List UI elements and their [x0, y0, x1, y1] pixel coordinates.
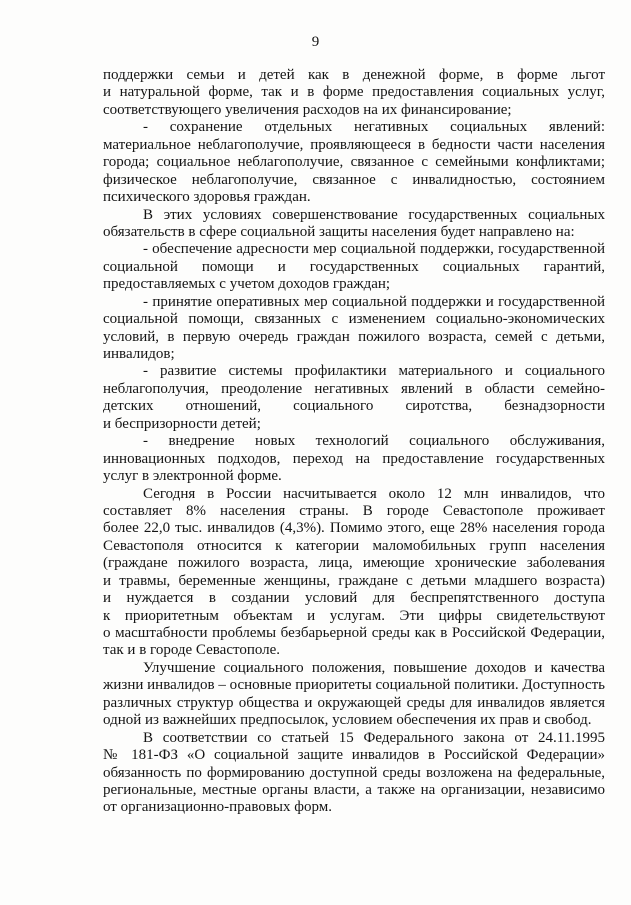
text-line: условий, в первую очередь граждан пожилого возраста, семей с детьми,: [103, 328, 605, 345]
paragraph: [103, 241, 605, 293]
text-line: № 181-ФЗ «О социальной защите инвалидов в Российской Федерации»: [103, 747, 605, 764]
text-line: - принятие оперативных мер социальной поддержки и государственной: [143, 293, 605, 310]
text-line: - обеспечение адресности мер социальной поддержки, государственной: [143, 241, 605, 258]
text-line: инновационных подходов, переход на предоставление государственных: [103, 450, 605, 467]
text-line: города; социальное неблагополучие, связанное с семейными конфликтами;: [103, 154, 605, 171]
text-line: и травмы, беременные женщины, граждане с детьми младшего возраста): [103, 572, 605, 589]
text-line: услуг в электронной форме.: [103, 468, 282, 485]
paragraph: [103, 119, 605, 206]
text-line: социальной помощи и государственных социальных гарантий,: [103, 258, 605, 275]
text-line: неблагополучия, преодоление негативных явлений в области семейно-: [103, 380, 605, 397]
text-line: так и в городе Севастополе.: [103, 642, 281, 659]
paragraph: [103, 207, 605, 242]
paragraph: [103, 660, 605, 730]
text-line: социальной помощи, связанных с изменением социально-экономических: [103, 311, 605, 328]
text-line: и беспризорности детей;: [103, 415, 261, 432]
text-line: жизни инвалидов – основные приоритеты социальной политики. Доступность: [103, 677, 605, 694]
text-line: Улучшение социального положения, повышение доходов и качества: [143, 659, 605, 676]
text-line: о масштабности проблемы безбарьерной среды как в Российской Федерации,: [103, 625, 605, 641]
text-line: детских отношений, социального сиротства, безнадзорности: [103, 398, 605, 415]
text-line: (граждане пожилого возраста, лица, имеющие хронические заболевания: [103, 555, 605, 572]
paragraph: [103, 486, 605, 660]
text-line: физическое неблагополучие, связанное с инвалидностью, состоянием: [103, 171, 605, 188]
paragraph: [103, 363, 605, 433]
text-line: материальное неблагополучие, проявляющееся в бедности части населения: [103, 136, 605, 153]
body-text: [103, 67, 605, 817]
text-line: и натуральной форме, так и в форме предоставления социальных услуг,: [103, 84, 605, 101]
paragraph: [103, 67, 605, 119]
paragraph: [103, 294, 605, 364]
text-line: - развитие системы профилактики материального и социального: [143, 363, 605, 380]
text-line: психического здоровья граждан.: [103, 189, 311, 206]
text-line: обязательств в сфере социальной защиты населения будет направлено на:: [103, 223, 575, 240]
text-line: поддержки семьи и детей как в денежной форме, в форме льгот: [103, 67, 605, 83]
text-line: и нуждается в создании условий для беспрепятственного доступа: [103, 590, 605, 607]
text-line: В соответствии со статьей 15 Федерального закона от 24.11.1995: [143, 729, 605, 746]
text-line: - сохранение отдельных негативных социальных явлений:: [143, 119, 605, 136]
page-number: 9: [311, 34, 320, 50]
paragraph: [103, 433, 605, 485]
text-line: к приоритетным объектам и услугам. Эти цифры свидетельствуют: [103, 607, 605, 624]
text-line: - внедрение новых технологий социального обслуживания,: [143, 433, 605, 450]
text-line: региональные, местные органы власти, а также на организации, независимо: [103, 781, 605, 798]
text-line: предоставляемых с учетом доходов граждан;: [103, 276, 391, 293]
text-line: различных структур общества и окружающей среды для инвалидов является: [103, 694, 605, 711]
text-line: соответствующего увеличения расходов на их финансирование;: [103, 101, 512, 118]
text-line: одной из важнейших предпосылок, условием обеспечения их прав и свобод.: [103, 712, 592, 729]
paragraph: [103, 730, 605, 817]
text-line: инвалидов;: [103, 346, 175, 362]
text-line: составляет 8% населения страны. В городе Севастополе проживает: [103, 502, 605, 519]
text-line: более 22,0 тыс. инвалидов (4,3%). Помимо этого, еще 28% населения города: [103, 520, 605, 537]
text-line: Сегодня в России насчитывается около 12 млн инвалидов, что: [143, 485, 605, 502]
text-line: В этих условиях совершенствование государственных социальных: [143, 206, 605, 223]
text-line: от организационно-правовых форм.: [103, 799, 332, 816]
text-line: Севастополя относится к категории маломобильных групп населения: [103, 537, 605, 554]
text-line: обязанность по формированию доступной среды возложена на федеральные,: [103, 764, 605, 781]
